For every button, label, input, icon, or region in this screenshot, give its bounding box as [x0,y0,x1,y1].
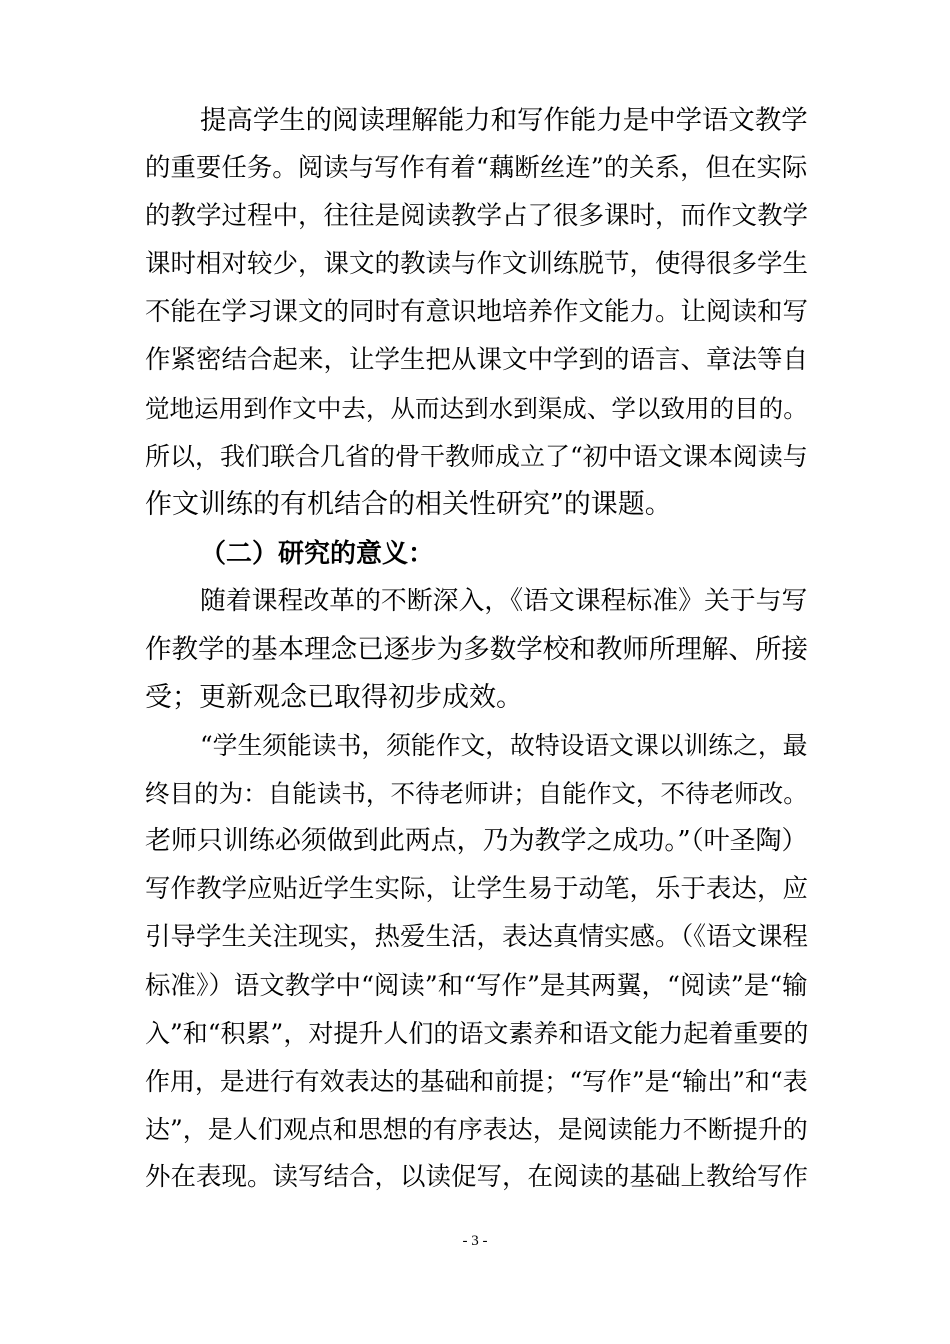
paragraph-line: 的教学过程中，往往是阅读教学占了很多课时，而作文教学 [145,201,809,231]
paragraph-line: 作教学的基本理念已逐步为多数学校和教师所理解、所接 [145,634,808,665]
paragraph-line: 受；更新观念已取得初步成效。 [145,682,523,713]
quote-line: “学生须能读书，须能作文，故特设语文课以训练之，最 [200,731,808,760]
paragraph-line: 作文训练的有机结合的相关性研究”的课题。 [145,489,672,520]
paragraph-line: 提高学生的阅读理解能力和写作能力是中学语文教学 [200,105,808,136]
quote-line: 老师只训练必须做到此两点，乃为教学之成功。”（叶圣陶） [145,826,808,856]
paragraph-line: 标准》）语文教学中“阅读”和“写作”是其两翼，“阅读”是“输 [145,970,808,1000]
paragraph-line: 写作教学应贴近学生实际，让学生易于动笔，乐于表达，应 [145,874,809,904]
quote-line: 终目的为：自能读书，不待老师讲；自能作文，不待老师改。 [145,779,808,808]
paragraph-line: 随着课程改革的不断深入，《语文课程标准》关于与写 [200,586,808,616]
paragraph-line: 所以，我们联合几省的骨干教师成立了“初中语文课本阅读与 [145,442,808,471]
paragraph-line: 作用，是进行有效表达的基础和前提；“写作”是“输出”和“表 [145,1067,808,1096]
section-heading: （二）研究的意义： [200,539,435,569]
paragraph-line: 入”和“积累”，对提升人们的语文素养和语文能力起着重要的 [145,1019,809,1048]
paragraph-line: 课时相对较少，课文的教读与作文训练脱节，使得很多学生 [145,249,809,279]
paragraph-line: 觉地运用到作文中去，从而达到水到渠成、学以致用的目的。 [145,394,808,423]
paragraph-line: 的重要任务。阅读与写作有着“藕断丝连”的关系，但在实际 [145,153,808,183]
paragraph-line: 引导学生关注现实，热爱生活，表达真情实感。（《语文课程 [145,922,809,952]
paragraph-line: 不能在学习课文的同时有意识地培养作文能力。让阅读和写 [145,297,809,327]
paragraph-line: 达”，是人们观点和思想的有序表达，是阅读能力不断提升的 [145,1115,808,1144]
page-number: - 3 - [462,1233,488,1249]
paragraph-line: 外在表现。读写结合，以读促写，在阅读的基础上教给写作 [145,1162,809,1192]
paragraph-line: 作紧密结合起来，让学生把从课文中学到的语言、章法等自 [145,345,809,375]
